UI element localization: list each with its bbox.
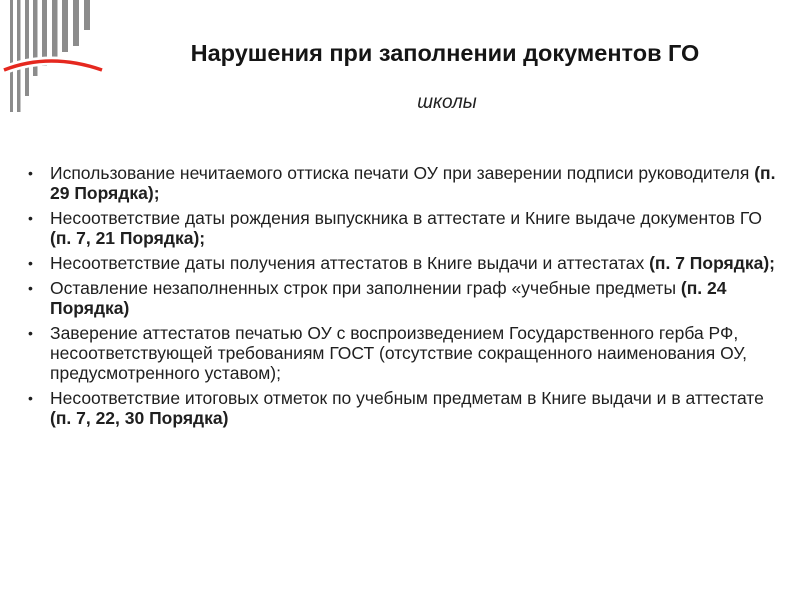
list-item bbox=[26, 388, 786, 428]
list-item bbox=[26, 163, 786, 203]
list-item bbox=[26, 278, 786, 318]
bullet-icon: • bbox=[28, 255, 33, 271]
bullet-text: Использование нечитаемого оттиска печати ОУ при заверении подписи руководителя bbox=[50, 163, 755, 183]
bullet-text: Несоответствие даты получения аттестатов в Книге выдачи и аттестатах bbox=[50, 253, 650, 273]
bullet-icon: • bbox=[28, 325, 33, 341]
bullet-icon: • bbox=[28, 165, 33, 181]
bullet-text: Несоответствие даты рождения выпускника в аттестате и Книге выдаче документов ГО bbox=[50, 208, 763, 228]
bullet-text: Заверение аттестатов печатью ОУ с воспроизведением Государственного герба РФ, несоответствующей требованиям ГОСТ (отсутствие сокращенного наименования ОУ, предусмотренного уставом); bbox=[50, 323, 747, 383]
list-item bbox=[26, 208, 786, 248]
page-title: Нарушения при заполнении документов ГО bbox=[190, 40, 700, 66]
bullet-reference: (п. 7, 22, 30 Порядка) bbox=[50, 408, 229, 428]
bullet-text: Оставление незаполненных строк при заполнении граф «учебные предметы bbox=[50, 278, 681, 298]
bullet-icon: • bbox=[28, 390, 33, 406]
bullet-reference: (п. 24 Порядка) bbox=[50, 278, 727, 318]
page-subtitle: школы bbox=[417, 92, 477, 113]
bullet-text: Несоответствие итоговых отметок по учебным предметам в Книге выдачи и в аттестате bbox=[50, 388, 764, 408]
list-item bbox=[26, 323, 786, 383]
bullet-reference: (п. 29 Порядка); bbox=[50, 163, 776, 203]
bullet-list bbox=[26, 163, 786, 433]
bullet-reference: (п. 7 Порядка); bbox=[649, 253, 776, 273]
bullet-icon: • bbox=[28, 280, 33, 296]
bullet-reference: (п. 7, 21 Порядка); bbox=[50, 228, 206, 248]
bullet-icon: • bbox=[28, 210, 33, 226]
list-item bbox=[26, 253, 786, 273]
